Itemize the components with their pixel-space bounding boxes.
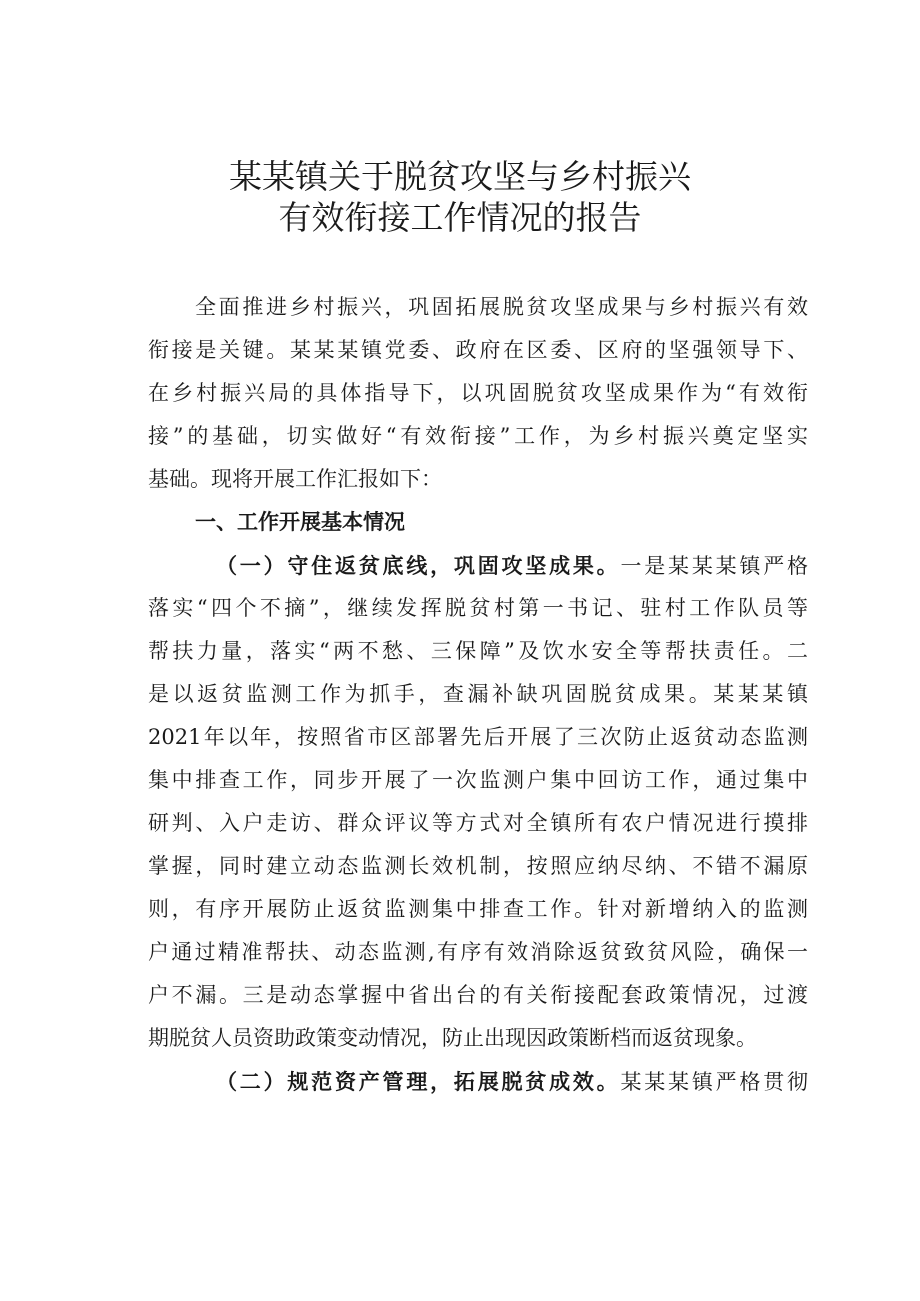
sub-1-heading: （一）守住返贫底线，巩固攻坚成果。 <box>216 553 621 578</box>
sub-1-line-8: 则，有序开展防止返贫监测集中排查工作。针对新增纳入的监测 <box>148 897 808 921</box>
sub-1-line-6: 研判、入户走访、群众评议等方式对全镇所有农户情况进行摸排 <box>148 811 808 835</box>
sub-1-first-line <box>148 544 808 587</box>
sub-1-line-3: 是以返贫监测工作为抓手，查漏补缺巩固脱贫成果。某某某镇 <box>148 682 808 706</box>
intro-line-3: 在乡村振兴局的具体指导下，以巩固脱贫攻坚成果作为“有效衔 <box>148 381 808 405</box>
intro-line-2: 衔接是关键。某某某镇党委、政府在区委、区府的坚强领导下、 <box>148 338 808 362</box>
document-title-line-1: 某某镇关于脱贫攻坚与乡村振兴 <box>229 157 691 196</box>
sub-1-line-4: 2021年以年，按照省市区部署先后开展了三次防止返贫动态监测 <box>148 725 808 749</box>
sub-1-line-2: 帮扶力量，落实“两不愁、三保障”及饮水安全等帮扶责任。二 <box>148 639 808 663</box>
intro-line-5: 基础。现将开展工作汇报如下： <box>148 467 442 491</box>
sub-2-first-line <box>148 1060 808 1103</box>
sub-1-line-9: 户通过精准帮扶、动态监测,有序有效消除返贫致贫风险，确保一 <box>148 940 808 964</box>
document-body <box>148 286 808 1103</box>
document-title-line-2: 有效衔接工作情况的报告 <box>278 198 642 237</box>
sub-2-first-line-text: 某某某镇严格贯彻 <box>620 1070 808 1094</box>
sub-1-line-1: 落实“四个不摘”，继续发挥脱贫村第一书记、驻村工作队员等 <box>148 596 808 620</box>
sub-1-line-7: 掌握，同时建立动态监测长效机制，按照应纳尽纳、不错不漏原 <box>148 854 808 878</box>
sub-1-line-5: 集中排查工作，同步开展了一次监测户集中回访工作，通过集中 <box>148 768 808 792</box>
sub-1-line-10: 户不漏。三是动态掌握中省出台的有关衔接配套政策情况，过渡 <box>148 983 808 1007</box>
sub-2-heading: （二）规范资产管理，拓展脱贫成效。 <box>216 1069 621 1094</box>
sub-1-line-11: 期脱贫人员资助政策变动情况，防止出现因政策断档而返贫现象。 <box>148 1026 757 1050</box>
intro-line-4: 接”的基础，切实做好“有效衔接”工作，为乡村振兴奠定坚实 <box>148 424 808 448</box>
intro-line-1: 全面推进乡村振兴，巩固拓展脱贫攻坚成果与乡村振兴有效 <box>195 295 808 319</box>
sub-1-first-line-text: 一是某某某镇严格 <box>620 554 808 578</box>
section-1-heading: 一、工作开展基本情况 <box>195 510 405 534</box>
